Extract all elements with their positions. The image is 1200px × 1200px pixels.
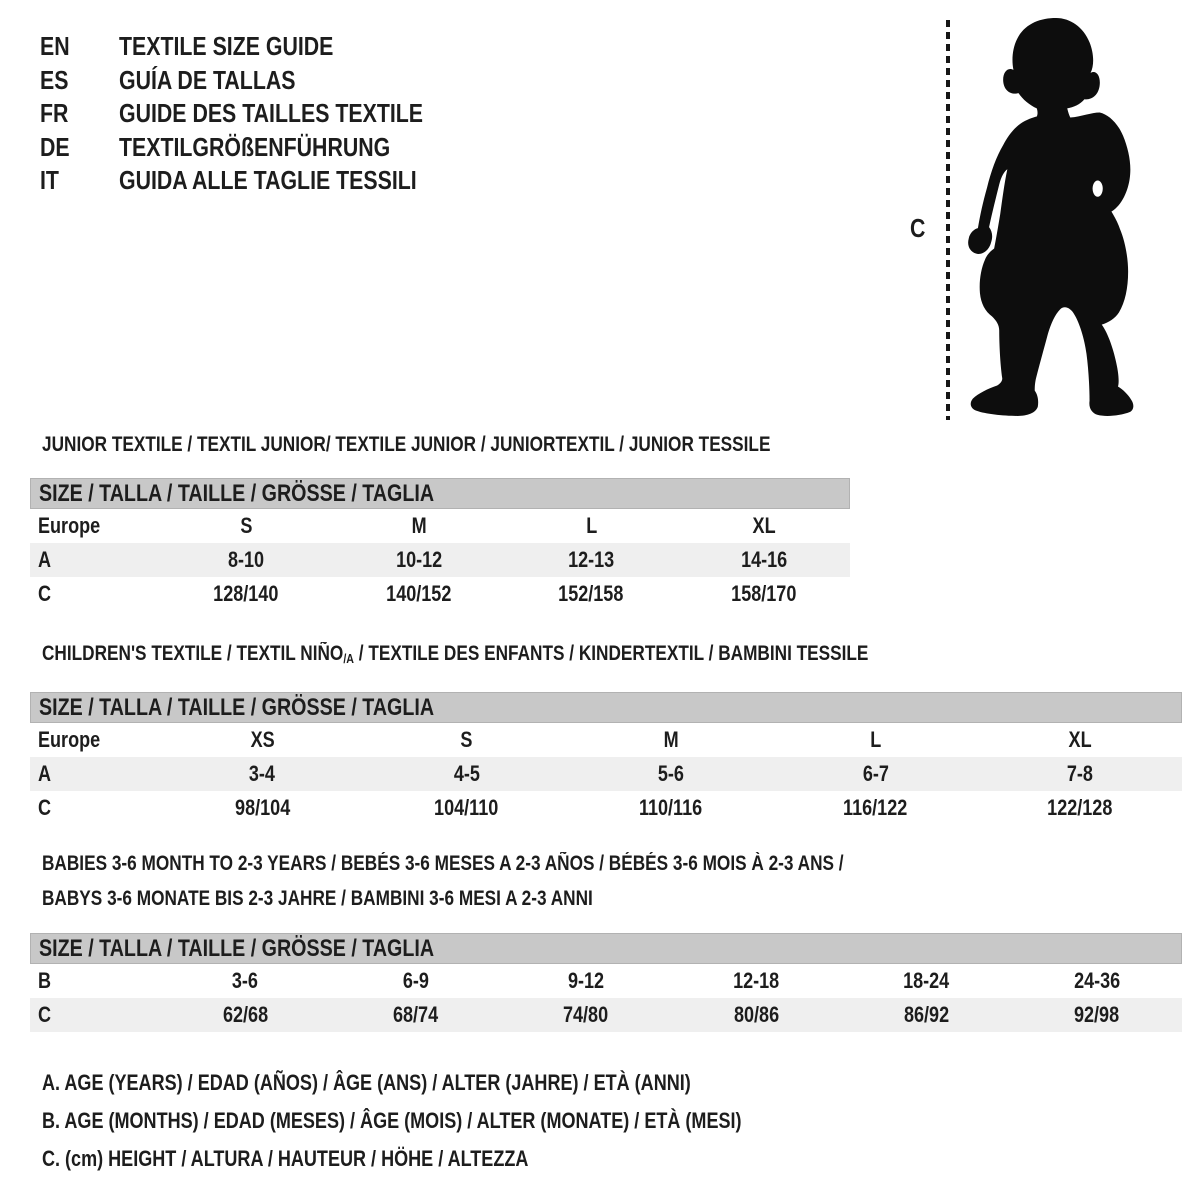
size-cell: [160, 1002, 330, 1028]
size-value: 86/92: [903, 1002, 950, 1027]
size-cell: [330, 1002, 500, 1028]
language-row: [40, 30, 490, 64]
legend: [42, 1064, 895, 1178]
language-row: [40, 131, 490, 165]
row-label-cell: [30, 581, 160, 607]
size-cell: [978, 761, 1182, 787]
baby-silhouette-icon: [964, 14, 1140, 420]
size-cell: [671, 968, 841, 994]
row-label: C: [38, 795, 52, 820]
table-row: [30, 577, 850, 611]
size-value: 12-13: [568, 547, 615, 572]
size-cell: [671, 1002, 841, 1028]
size-value: 152/158: [558, 581, 624, 606]
table-row: [30, 543, 850, 577]
row-label: C: [38, 581, 52, 606]
babies-title-line1: BABIES 3-6 MONTH TO 2-3 YEARS / BEBÉS 3-6 MESES A 2-3 AÑOS / BÉBÉS 3-6 MOIS À 2-3 ANS /: [42, 852, 844, 875]
size-value: 24-36: [1073, 968, 1120, 993]
legend-line: [42, 1102, 895, 1140]
size-header-label: SIZE / TALLA / TAILLE / GRÖSSE / TAGLIA: [39, 479, 435, 507]
size-value: 122/128: [1047, 795, 1113, 820]
size-cell: [333, 513, 506, 539]
row-label: A: [38, 547, 52, 572]
size-value: XL: [752, 513, 776, 538]
size-cell: [505, 513, 678, 539]
size-value: L: [585, 513, 597, 538]
table-row: [30, 964, 1182, 998]
size-value: 7-8: [1066, 761, 1093, 786]
language-row: [40, 164, 490, 198]
babies-title-line2: BABYS 3-6 MONATE BIS 2-3 JAHRE / BAMBINI 3-6 MESI A 2-3 ANNI: [42, 887, 593, 910]
size-cell: [841, 968, 1011, 994]
size-cell: [160, 547, 333, 573]
legend-line: [42, 1140, 895, 1178]
size-cell: [978, 727, 1182, 753]
size-value: 98/104: [234, 795, 290, 820]
row-label-cell: [30, 727, 160, 753]
language-title: GUÍA DE TALLAS: [119, 64, 296, 95]
size-value: 8-10: [228, 547, 265, 572]
size-value: XL: [1068, 727, 1092, 752]
size-value: 110/116: [639, 795, 703, 820]
row-label: Europe: [38, 513, 101, 538]
size-value: 74/80: [563, 1002, 609, 1027]
row-label-cell: [30, 547, 160, 573]
size-value: XS: [250, 727, 275, 752]
size-cell: [569, 795, 773, 821]
section-title-junior-text: JUNIOR TEXTILE / TEXTIL JUNIOR/ TEXTILE JUNIOR / JUNIORTEXTIL / JUNIOR TESSILE: [42, 433, 771, 456]
baby-height-figure: [900, 12, 1180, 424]
size-value: 104/110: [434, 795, 499, 820]
size-header-band: [30, 933, 1182, 964]
legend-text: B. AGE (MONTHS) / EDAD (MESES) / ÂGE (MOIS) / ALTER (MONATE) / ETÀ (MESI): [42, 1108, 742, 1133]
language-row: [40, 64, 490, 98]
table-row: [30, 723, 1182, 757]
size-cell: [160, 581, 333, 607]
size-value: 3-4: [249, 761, 276, 786]
size-cell: [773, 795, 977, 821]
language-code: EN: [40, 31, 70, 61]
size-cell: [678, 581, 851, 607]
size-cell: [160, 795, 364, 821]
language-title: TEXTILE SIZE GUIDE: [119, 31, 334, 61]
size-cell: [160, 761, 364, 787]
size-value: 158/170: [731, 581, 797, 606]
size-value: 128/140: [213, 581, 279, 606]
legend-text: A. AGE (YEARS) / EDAD (AÑOS) / ÂGE (ANS) / ALTER (JAHRE) / ETÀ (ANNI): [42, 1070, 691, 1095]
size-cell: [505, 547, 678, 573]
size-cell: [160, 727, 364, 753]
size-value: 18-24: [903, 968, 950, 993]
table-row: [30, 998, 1182, 1032]
table-row: [30, 757, 1182, 791]
size-cell: [678, 547, 851, 573]
language-title: TEXTILGRÖßENFÜHRUNG: [119, 131, 391, 162]
size-cell: [1012, 1002, 1182, 1028]
size-value: M: [411, 513, 427, 538]
height-measure-label: C: [910, 213, 926, 243]
nino-a-subscript: /A: [343, 651, 354, 666]
size-cell: [773, 727, 977, 753]
row-label: Europe: [38, 727, 101, 752]
language-code: ES: [40, 64, 69, 95]
row-label-cell: [30, 1002, 160, 1028]
legend-line: [42, 1064, 895, 1102]
size-cell: [978, 795, 1182, 821]
row-label: A: [38, 761, 52, 786]
size-cell: [333, 547, 506, 573]
size-value: 3-6: [232, 968, 259, 993]
size-value: L: [869, 727, 881, 752]
size-cell: [569, 727, 773, 753]
size-value: 116/122: [843, 795, 908, 820]
size-cell: [160, 513, 333, 539]
size-cell: [841, 1002, 1011, 1028]
size-value: 92/98: [1074, 1002, 1120, 1027]
section-title-children: [42, 641, 1050, 671]
size-value: 68/74: [392, 1002, 439, 1027]
height-dashed-line: [946, 20, 950, 420]
language-code: DE: [40, 131, 70, 162]
size-value: 9-12: [567, 968, 604, 993]
size-cell: [333, 581, 506, 607]
size-value: 14-16: [740, 547, 787, 572]
size-cell: [330, 968, 500, 994]
size-value: 62/68: [222, 1002, 268, 1027]
language-code: FR: [40, 98, 69, 128]
children-title-post: / TEXTILE DES ENFANTS / KINDERTEXTIL / BAMBINI TESSILE: [353, 642, 869, 665]
size-value: 140/152: [386, 581, 452, 606]
legend-text: C. (cm) HEIGHT / ALTURA / HAUTEUR / HÖHE / ALTEZZA: [42, 1146, 529, 1171]
size-header-band: [30, 478, 850, 509]
size-value: 10-12: [395, 547, 442, 572]
section-title-junior: [42, 432, 930, 457]
size-cell: [773, 761, 977, 787]
size-value: 80/86: [733, 1002, 779, 1027]
size-cell: [501, 1002, 671, 1028]
size-cell: [501, 968, 671, 994]
junior-size-table: [30, 478, 850, 611]
size-value: S: [460, 727, 473, 752]
section-title-children-text: [42, 641, 868, 671]
size-cell: [160, 968, 330, 994]
size-value: S: [240, 513, 253, 538]
language-title: GUIDE DES TAILLES TEXTILE: [119, 98, 424, 128]
size-value: 12-18: [733, 968, 780, 993]
children-size-table: [30, 692, 1182, 825]
children-title-pre: CHILDREN'S TEXTILE / TEXTIL NIÑO: [42, 642, 344, 665]
size-value: 6-9: [402, 968, 429, 993]
size-cell: [364, 795, 568, 821]
size-cell: [364, 761, 568, 787]
babies-size-table: [30, 933, 1182, 1032]
size-header-label: SIZE / TALLA / TAILLE / GRÖSSE / TAGLIA: [39, 934, 435, 962]
language-code: IT: [40, 165, 59, 195]
size-cell: [505, 581, 678, 607]
size-cell: [569, 761, 773, 787]
language-title: GUIDA ALLE TAGLIE TESSILI: [119, 165, 417, 195]
language-title-list: [40, 30, 490, 198]
section-title-babies: [42, 846, 1020, 916]
size-header-band: [30, 692, 1182, 723]
row-label-cell: [30, 795, 160, 821]
size-cell: [364, 727, 568, 753]
table-row: [30, 509, 850, 543]
row-label-cell: [30, 968, 160, 994]
row-label: B: [38, 968, 52, 993]
size-header-label: SIZE / TALLA / TAILLE / GRÖSSE / TAGLIA: [39, 693, 435, 721]
size-value: M: [663, 727, 679, 752]
size-value: 6-7: [862, 761, 889, 786]
table-row: [30, 791, 1182, 825]
language-row: [40, 97, 490, 131]
size-cell: [678, 513, 851, 539]
row-label-cell: [30, 761, 160, 787]
row-label-cell: [30, 513, 160, 539]
size-value: 5-6: [657, 761, 685, 786]
row-label: C: [38, 1002, 52, 1027]
size-value: 4-5: [453, 761, 480, 786]
size-cell: [1012, 968, 1182, 994]
